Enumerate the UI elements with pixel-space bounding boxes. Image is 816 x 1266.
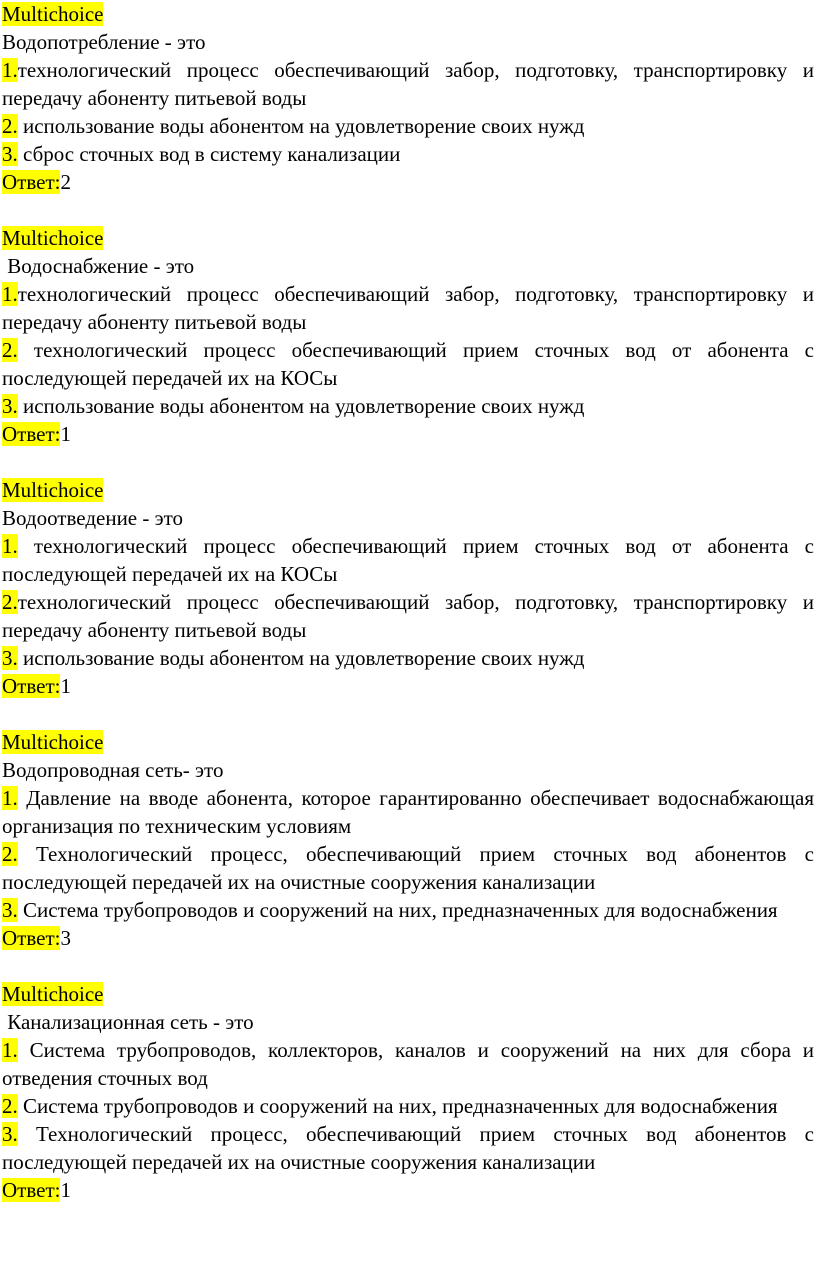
answer-line	[2, 420, 814, 448]
answer-option	[2, 56, 814, 112]
question-prompt: Водоотведение - это	[2, 506, 184, 530]
question-type-label: Multichoice	[2, 982, 104, 1006]
answer-label: Ответ:	[2, 1178, 61, 1202]
answer-line	[2, 168, 814, 196]
option-number: 3.	[2, 646, 18, 670]
question-block	[2, 980, 814, 1204]
question-prompt: Водоснабжение - это	[2, 254, 195, 278]
answer-line	[2, 1176, 814, 1204]
option-text: технологический процесс обеспечивающий забор, подготовку, транспортировку и передачу абоненту питьевой воды	[2, 58, 814, 110]
answer-label: Ответ:	[2, 170, 61, 194]
question-type-label: Multichoice	[2, 2, 104, 26]
option-number: 1.	[2, 1038, 18, 1062]
question-type-label: Multichoice	[2, 730, 104, 754]
option-text: Технологический процесс, обеспечивающий прием сточных вод абонентов с последующей передачей их на очистные сооружения канализации	[2, 842, 814, 894]
option-number: 1.	[2, 786, 18, 810]
answer-line	[2, 672, 814, 700]
option-number: 2.	[2, 338, 18, 362]
option-text: сброс сточных вод в систему канализации	[23, 142, 401, 166]
option-number: 1.	[2, 282, 18, 306]
question-block	[2, 0, 814, 196]
answer-option	[2, 532, 814, 588]
option-number: 1.	[2, 534, 18, 558]
option-text: использование воды абонентом на удовлетворение своих нужд	[23, 646, 585, 670]
option-text: технологический процесс обеспечивающий прием сточных вод от абонента с последующей передачей их на КОСы	[2, 338, 815, 390]
option-number: 2.	[2, 842, 18, 866]
option-number: 2.	[2, 590, 18, 614]
question-block	[2, 224, 814, 448]
answer-label: Ответ:	[2, 422, 61, 446]
answer-option	[2, 392, 814, 420]
answer-option	[2, 140, 814, 168]
option-text: технологический процесс обеспечивающий прием сточных вод от абонента с последующей передачей их на КОСы	[2, 534, 815, 586]
answer-label: Ответ:	[2, 674, 61, 698]
answer-value: 1	[60, 422, 71, 446]
answer-option	[2, 840, 814, 896]
question-prompt: Канализационная сеть - это	[2, 1010, 254, 1034]
question-block	[2, 476, 814, 700]
answer-value: 2	[60, 170, 71, 194]
answer-label: Ответ:	[2, 926, 61, 950]
answer-option	[2, 588, 814, 644]
question-prompt: Водопотребление - это	[2, 30, 206, 54]
answer-option	[2, 112, 814, 140]
question-block	[2, 728, 814, 952]
answer-option	[2, 644, 814, 672]
question-prompt: Водопроводная сеть- это	[2, 758, 224, 782]
option-text: Система трубопроводов и сооружений на них, предназначенных для водоснабжения	[23, 898, 778, 922]
option-number: 2.	[2, 114, 18, 138]
answer-option	[2, 1092, 814, 1120]
option-number: 2.	[2, 1094, 18, 1118]
answer-option	[2, 1036, 814, 1092]
option-text: технологический процесс обеспечивающий забор, подготовку, транспортировку и передачу абоненту питьевой воды	[2, 282, 814, 334]
answer-value: 3	[60, 926, 71, 950]
option-text: Технологический процесс, обеспечивающий прием сточных вод абонентов с последующей передачей их на очистные сооружения канализации	[2, 1122, 814, 1174]
answer-value: 1	[60, 1178, 71, 1202]
answer-value: 1	[60, 674, 71, 698]
answer-option	[2, 1120, 814, 1176]
answer-option	[2, 280, 814, 336]
answer-option	[2, 336, 814, 392]
answer-option	[2, 896, 814, 924]
option-text: Система трубопроводов и сооружений на них, предназначенных для водоснабжения	[23, 1094, 778, 1118]
option-number: 3.	[2, 142, 18, 166]
option-number: 3.	[2, 898, 18, 922]
option-number: 3.	[2, 394, 18, 418]
answer-option	[2, 784, 814, 840]
question-type-label: Multichoice	[2, 478, 104, 502]
answer-line	[2, 924, 814, 952]
option-text: использование воды абонентом на удовлетворение своих нужд	[23, 114, 585, 138]
option-text: использование воды абонентом на удовлетворение своих нужд	[23, 394, 585, 418]
option-text: Давление на вводе абонента, которое гарантированно обеспечивает водоснабжающая организация по техническим условиям	[2, 786, 815, 838]
option-text: Система трубопроводов, коллекторов, каналов и сооружений на них для сбора и отведения сточных вод	[2, 1038, 815, 1090]
option-number: 1.	[2, 58, 18, 82]
option-number: 3.	[2, 1122, 18, 1146]
question-type-label: Multichoice	[2, 226, 104, 250]
option-text: технологический процесс обеспечивающий забор, подготовку, транспортировку и передачу абоненту питьевой воды	[2, 590, 814, 642]
